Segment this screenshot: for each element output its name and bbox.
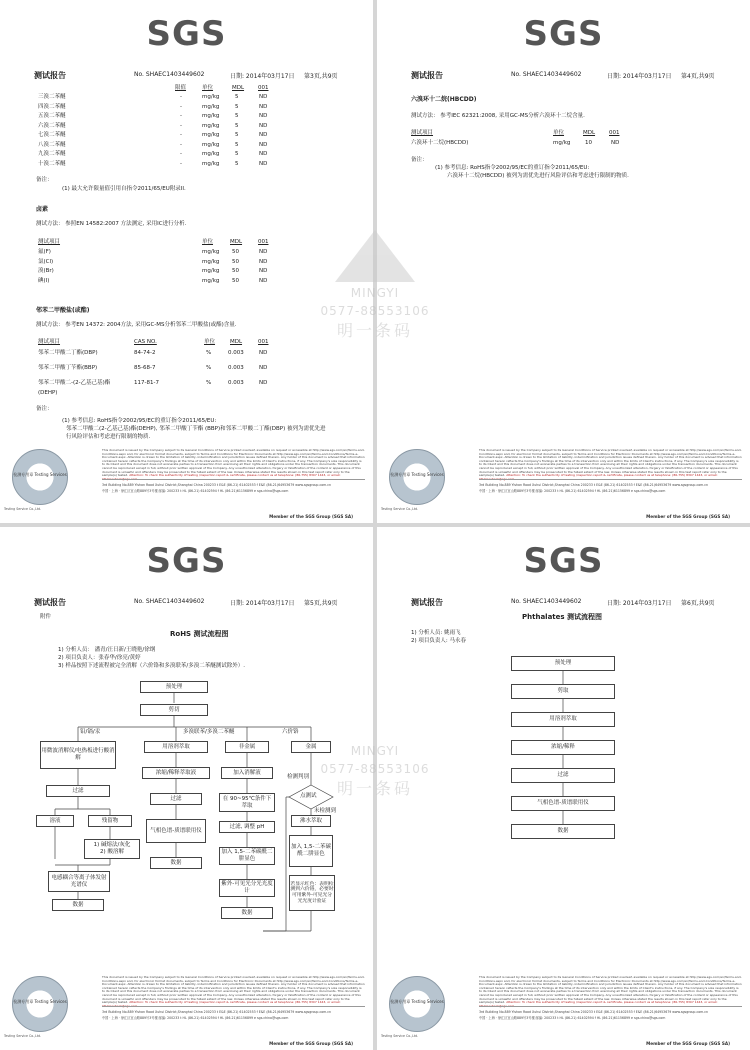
table-row-name: 三溴二苯醚: [38, 94, 66, 100]
halogen-title: 卤素: [36, 206, 49, 213]
table-row-mdl: 5: [235, 151, 239, 157]
col-header-mdl: MDL: [230, 339, 243, 345]
flow-node-add-digest: 加入消解液: [221, 767, 273, 779]
table-row-unit: mg/kg: [202, 113, 220, 119]
report-number: No. SHAEC1403449602: [134, 598, 205, 605]
table-row-result: ND: [259, 268, 268, 274]
report-number: No. SHAEC1403449602: [511, 71, 582, 78]
table-row-unit: mg/kg: [202, 268, 220, 274]
flow-node-cut: 剪切: [140, 704, 208, 716]
page-number: 第4页,共9页: [681, 73, 715, 80]
table-row-cas: 84-74-2: [134, 350, 156, 356]
flow-node-heat-extract: 在 90~95℃条件下萃取: [219, 793, 275, 812]
table-row-unit: mg/kg: [202, 277, 220, 284]
table-row-unit: %: [206, 365, 212, 371]
flow-node-solvent-extract: 用溶剂萃取: [144, 741, 208, 753]
flow-node-residue: 残留物: [88, 815, 132, 827]
page-number: 第3页,共9页: [304, 73, 338, 80]
report-title: 测试报告: [411, 598, 443, 607]
table-row-name: 七溴二苯醚: [38, 132, 66, 138]
report-date: 日期: 2014年03月17日: [230, 600, 295, 607]
table-row-unit: mg/kg: [202, 94, 220, 100]
hbcdd-row-mdl: 10: [585, 140, 592, 146]
testing-seal-icon: 检测专用章 Testing Services: [12, 449, 68, 505]
table-row-mdl: 5: [235, 160, 239, 167]
table-row-unit: mg/kg: [202, 122, 220, 129]
flow-node-alkali-fusion: 1) 碱熔法/灰化 2) 酸溶解: [84, 839, 140, 859]
analyst-line: 1) 分析人员: 姚雨飞: [411, 630, 461, 636]
table-row-name: 邻苯二甲酸二丁酯(DBP): [38, 350, 98, 356]
report-date: 日期: 2014年03月17日: [607, 73, 672, 80]
table-row-unit: mg/kg: [202, 258, 220, 265]
testing-company: Testing Service Co.,Ltd.: [4, 1034, 42, 1038]
table-row-mdl: 5: [235, 113, 239, 119]
flow-node-boil-extract: 沸水萃取: [291, 815, 331, 827]
table-row-mdl: 5: [235, 122, 239, 129]
table-row-result: ND: [259, 258, 268, 265]
table-row-limit: -: [180, 94, 182, 100]
table-row-name: 四溴二苯醚: [38, 103, 66, 110]
flow-node-nonmetal: 非金属: [225, 741, 269, 753]
table-row-cas: 85-68-7: [134, 365, 156, 371]
flow-step: 预处理: [511, 656, 615, 671]
hbcdd-title: 六溴环十二烷(HBCDD): [411, 96, 477, 103]
col-header-mdl: MDL: [583, 130, 596, 136]
col-header-item: 测试项目: [411, 130, 434, 136]
table-row-cas: 117-81-7: [134, 380, 159, 386]
table-row-mdl: 5: [235, 132, 239, 138]
testing-seal-icon: 检测专用章 Testing Services: [389, 976, 445, 1032]
table-row-name: 邻苯二甲酸丁苄酯(BBP): [38, 365, 98, 371]
hbcdd-method: 测试方法： 参考IEC 62321:2008, 采用GC-MS分析六溴环十二烷含量.: [411, 113, 585, 119]
table-row-result: ND: [259, 151, 268, 157]
table-row-limit: -: [180, 103, 182, 110]
table-row-unit: mg/kg: [202, 160, 220, 167]
col-header-unit: 单位: [202, 239, 214, 245]
watermark-logo-icon: [335, 230, 415, 282]
note-line-2: 六溴环十二烷(HBCDD) 被列为需优先进行风险评估和考虑进行限制的物质.: [447, 173, 629, 179]
table-row-mdl: 50: [232, 249, 239, 255]
flow-node-filter: 过滤: [46, 785, 110, 797]
procedure-line: 3) 样品按照下述流程被完全消解（六价铬和多溴联苯/多溴二苯醚测试除外）.: [58, 663, 245, 669]
flow-step: 气相色谱-质谱联用仪: [511, 796, 615, 811]
flow-step: 过滤: [511, 768, 615, 783]
branch-label-cr6: 六价铬: [282, 729, 299, 735]
flow-node-pretreatment: 预处理: [140, 681, 208, 693]
table-row-result: ND: [259, 94, 268, 100]
page-footer: [377, 445, 750, 523]
note-line-1: (1) 参考信息: RoHS指令2002/95/EC的重订指令2011/65/EU:: [435, 165, 590, 171]
col-header-unit: 单位: [553, 130, 565, 136]
table-row-result: ND: [259, 380, 268, 386]
flow-node-data: 数据: [52, 899, 104, 911]
table-row-mdl: 5: [235, 94, 239, 100]
testing-seal-icon: 检测专用章 Testing Services: [389, 449, 445, 505]
flow-step: 剪取: [511, 684, 615, 699]
flow-step: 浓缩/稀释: [511, 740, 615, 755]
sgs-logo: SGS: [146, 541, 227, 581]
table-row-limit: -: [180, 160, 182, 167]
flow-node-filter: 过滤: [150, 793, 202, 805]
table-row-unit: %: [206, 380, 212, 386]
col-header-item: 测试项目: [38, 339, 61, 345]
sgs-logo: SGS: [146, 14, 227, 54]
table-row-result: ND: [259, 277, 268, 284]
branch-label-pb-cd-hg: 铅/镉/汞: [80, 729, 101, 735]
col-header-sample: 001: [258, 239, 269, 245]
flow-node-uv-vis: 紫外-可见光分光光度计: [219, 879, 275, 897]
report-date: 日期: 2014年03月17日: [607, 600, 672, 607]
table-row-result: ND: [259, 249, 268, 255]
table-row-name: 五溴二苯醚: [38, 113, 66, 119]
report-date: 日期: 2014年03月17日: [230, 73, 295, 80]
table-row-result: ND: [259, 141, 268, 148]
table-row-mdl: 5: [235, 141, 239, 148]
flow-step: 用溶剂萃取: [511, 712, 615, 727]
table-row-result: ND: [259, 160, 268, 167]
table-row-name: 六溴二苯醚: [38, 122, 66, 129]
phthalate-title: 邻苯二甲酸盐(或酯): [36, 307, 90, 314]
halogen-method: 测试方法： 参照EN 14582:2007 方法测定, 采用IC进行分析.: [36, 221, 187, 227]
table-row-limit: -: [180, 132, 182, 138]
table-row-mdl: 50: [232, 258, 239, 265]
table-row-result: ND: [259, 365, 268, 371]
hbcdd-row-name: 六溴环十二烷(HBCDD): [411, 140, 469, 146]
flow-node-acid-digestion: 用微波消解仪/电热板进行酸消解: [40, 741, 116, 769]
page-number: 第6页,共9页: [681, 600, 715, 607]
table-row-limit: -: [180, 151, 182, 157]
page-footer: [0, 972, 373, 1050]
report-number: No. SHAEC1403449602: [134, 71, 205, 78]
report-title: 测试报告: [411, 71, 443, 80]
table-row-result: ND: [259, 122, 268, 129]
dehp-suffix: (DEHP): [38, 390, 58, 396]
rohs-flow-title: RoHS 测试流程图: [170, 630, 229, 638]
table-row-limit: -: [180, 113, 182, 119]
phthalate-method: 测试方法： 参考EN 14372: 2004方法, 采用GC-MS分析邻苯二甲酸盐(或酯)含量.: [36, 322, 237, 328]
col-header-sample: 001: [609, 130, 620, 136]
table-row-unit: %: [206, 350, 212, 356]
flow-label-check: 检测判别: [287, 774, 310, 780]
legal-disclaimer: This document is issued by the Company subject to its General Conditions of Service printed overleaf, available on request or accessible at http://www.sgs.com/en/Terms-and-Conditions.aspx and, for electronic format documents, subject to Terms and Conditions for Electronic Documents at http://www.sgs.com/en/Terms-and-Conditions/Terms-e-Document.aspx. Attention is drawn to the limitation of liability, indemnification and jurisdiction issues defined therein. Any holder of this document is advised that information contained hereon reflects the Company's findings at the time of its intervention only and within the limits of Client's instructions, if any. The Company's sole responsibility is to its Client and this document does not exonerate parties to a transaction from exercising all their rights and obligations under the transaction documents. This document cannot be reproduced except in full, without prior written approval of the Company. Any unauthorized alteration, forgery or falsification of the content or appearance of this document is unlawful and offenders may be prosecuted to the fullest extent of the law. Unless otherwise stated the results shown in this test report refer only to the sample(s) tested. Attention: To check the authenticity of testing /inspection report & certificate, please contact us at telephone: (86-755) 8307 1443, or email: CN.Doccheck@sgs.com: [479, 448, 742, 481]
testing-seal-icon: 检测专用章 Testing Services: [12, 976, 68, 1032]
flow-node-solution: 溶液: [36, 815, 74, 827]
page-number: 第5页,共9页: [304, 600, 338, 607]
sgs-logo: SGS: [523, 541, 604, 581]
table-row-name: 九溴二苯醚: [38, 151, 66, 157]
table-row-mdl: 0.003: [228, 365, 244, 371]
flow-node-red-result: 若显示红色：表明检测到六价铬，必要时可用紫外-可见光分光光度计验证: [289, 875, 335, 911]
col-header-sample: 001: [258, 339, 269, 345]
flow-node-adjust-ph: 过滤, 调整 pH: [219, 821, 275, 833]
report-title: 测试报告: [34, 71, 66, 80]
project-lead-line: 2) 项目负责人: 马永春: [411, 638, 466, 644]
table-row-result: ND: [259, 132, 268, 138]
note-line-3: 行风险评估和考虑进行限制的物质.: [66, 434, 151, 440]
legal-disclaimer: This document is issued by the Company subject to its General Conditions of Service printed overleaf, available on request or accessible at http://www.sgs.com/en/Terms-and-Conditions.aspx and, for electronic format documents, subject to Terms and Conditions for Electronic Documents at http://www.sgs.com/en/Terms-and-Conditions/Terms-e-Document.aspx. Attention is drawn to the limitation of liability, indemnification and jurisdiction issues defined therein. Any holder of this document is advised that information contained hereon reflects the Company's findings at the time of its intervention only and within the limits of Client's instructions, if any. The Company's sole responsibility is to its Client and this document does not exonerate parties to a transaction from exercising all their rights and obligations under the transaction documents. This document cannot be reproduced except in full, without prior written approval of the Company. Any unauthorized alteration, forgery or falsification of the content or appearance of this document is unlawful and offenders may be prosecuted to the fullest extent of the law. Unless otherwise stated the results shown in this test report refer only to the sample(s) tested. Attention: To check the authenticity of testing /inspection report & certificate, please contact us at telephone: (86-755) 8307 1443, or email: CN.Doccheck@sgs.com: [102, 448, 365, 481]
flow-node-metal: 金属: [291, 741, 331, 753]
member-line: Member of the SGS Group (SGS SA): [269, 514, 353, 519]
table-row-name: 溴(Br): [38, 268, 54, 274]
phthalate-flow-title: Phthalates 测试流程图: [522, 613, 602, 621]
remark-text: (1) 最大允许限量值引用自指令2011/65/EU附录II.: [62, 186, 186, 192]
table-row-name: 八溴二苯醚: [38, 141, 66, 148]
appendix-label: 附件: [40, 614, 52, 620]
hbcdd-row-unit: mg/kg: [553, 140, 571, 146]
legal-disclaimer: This document is issued by the Company subject to its General Conditions of Service printed overleaf, available on request or accessible at http://www.sgs.com/en/Terms-and-Conditions.aspx and, for electronic format documents, subject to Terms and Conditions for Electronic Documents at http://www.sgs.com/en/Terms-and-Conditions/Terms-e-Document.aspx. Attention is drawn to the limitation of liability, indemnification and jurisdiction issues defined therein. Any holder of this document is advised that information contained hereon reflects the Company's findings at the time of its intervention only and within the limits of Client's instructions, if any. The Company's sole responsibility is to its Client and this document does not exonerate parties to a transaction from exercising all their rights and obligations under the transaction documents. This document cannot be reproduced except in full, without prior written approval of the Company. Any unauthorized alteration, forgery or falsification of the content or appearance of this document is unlawful and offenders may be prosecuted to the fullest extent of the law. Unless otherwise stated the results shown in this test report refer only to the sample(s) tested. Attention: To check the authenticity of testing /inspection report & certificate, please contact us at telephone: (86-755) 8307 1443, or email: CN.Doccheck@sgs.com: [479, 975, 742, 1008]
remark-label: 备注：: [36, 406, 53, 412]
table-row-name: 氯(Cl): [38, 258, 54, 265]
col-header-sample: 001: [258, 85, 269, 91]
col-header-mdl: MDL: [230, 239, 243, 245]
note-line-2: 邻苯二甲酸二(2-乙基己基)酯(DEHP), 邻苯二甲酸丁苄酯 (BBP)和邻苯二甲酸二丁酯(DBP) 被列为需优先进: [66, 426, 326, 432]
table-row-unit: mg/kg: [202, 151, 220, 157]
sgs-logo: SGS: [523, 14, 604, 54]
divider: [102, 1006, 365, 1007]
flow-node-color-dev: 加入 1,5-二苯碳酰二肼显色: [289, 835, 333, 867]
flow-node-data: 数据: [221, 907, 273, 919]
table-row-result: ND: [259, 113, 268, 119]
col-header-cas: CAS NO.: [134, 339, 157, 345]
flow-node-icp-oes: 电感耦合等离子体发射光谱仪: [48, 871, 110, 892]
page-footer: [377, 972, 750, 1050]
flow-node-color-dev: 加入 1,5-二苯碳酰二肼显色: [219, 847, 275, 865]
note-line-1: (1) 参考信息: RoHS指令2002/95/EC的重订指令2011/65/EU:: [62, 418, 217, 424]
table-row-limit: -: [180, 141, 182, 148]
company-address: 3rd Building No.889 Yishan Road Xuhui District,Shanghai China 200233 t E&E (86-21) 61402553 f E&E (86-21)64953679 www.sgsgroup.com.cn 中国 · 上海 · 徐汇区宜山路889号3号楼 邮编: 200233 t HL (86-21) 61402594 f HL (86-21)61156899 e sgs.china@sgs.com: [102, 483, 332, 493]
table-row-mdl: 0.003: [228, 350, 244, 356]
note-label: 备注：: [411, 157, 428, 163]
table-row-unit: mg/kg: [202, 103, 220, 110]
table-row-unit: mg/kg: [202, 132, 220, 138]
flow-node-gc-ms: 气相色谱-质谱联用仪: [146, 819, 206, 843]
flow-step: 数据: [511, 824, 615, 839]
table-row-unit: mg/kg: [202, 141, 220, 148]
table-row-name: 氟(F): [38, 249, 51, 255]
report-number: No. SHAEC1403449602: [511, 598, 582, 605]
flow-node-data: 数据: [150, 857, 202, 869]
remark-label: 备注：: [36, 177, 53, 183]
col-header-mdl: MDL: [232, 85, 245, 91]
hbcdd-row-result: ND: [611, 140, 620, 146]
watermark: MINGYI 0577-88553106 明一条码: [320, 744, 430, 798]
table-row-mdl: 5: [235, 103, 239, 110]
page-header: [411, 70, 730, 84]
project-lead-line: 2) 项目负责人：张春华/徐亮/黄婷: [58, 655, 141, 661]
flow-node-concentrate: 浓缩/稀释萃取液: [142, 767, 210, 779]
member-line: Member of the SGS Group (SGS SA): [269, 1041, 353, 1046]
branch-label-pbb-pbde: 多溴联苯/多溴二苯醚: [183, 729, 235, 735]
table-row-mdl: 50: [232, 277, 239, 284]
table-row-mdl: 0.003: [228, 380, 244, 386]
company-address: 3rd Building No.889 Yishan Road Xuhui District,Shanghai China 200233 t E&E (86-21) 61402553 f E&E (86-21)64953679 www.sgsgroup.com.cn 中国 · 上海 · 徐汇区宜山路889号3号楼 邮编: 200233 t HL (86-21) 61402594 f HL (86-21)61156899 e sgs.china@sgs.com: [479, 483, 709, 493]
col-header-item: 测试项目: [38, 239, 61, 245]
table-row-result: ND: [259, 350, 268, 356]
table-row-mdl: 50: [232, 268, 239, 274]
table-row-result: ND: [259, 103, 268, 110]
divider: [479, 479, 742, 480]
member-line: Member of the SGS Group (SGS SA): [646, 514, 730, 519]
company-address: 3rd Building No.889 Yishan Road Xuhui District,Shanghai China 200233 t E&E (86-21) 61402553 f E&E (86-21)64953679 www.sgsgroup.com.cn 中国 · 上海 · 徐汇区宜山路889号3号楼 邮编: 200233 t HL (86-21) 61402594 f HL (86-21)61156899 e sgs.china@sgs.com: [479, 1010, 709, 1020]
divider: [479, 1006, 742, 1007]
company-address: 3rd Building No.889 Yishan Road Xuhui District,Shanghai China 200233 t E&E (86-21) 61402553 f E&E (86-21)64953679 www.sgsgroup.com.cn 中国 · 上海 · 徐汇区宜山路889号3号楼 邮编: 200233 t HL (86-21) 61402594 f HL (86-21)61156899 e sgs.china@sgs.com: [102, 1010, 332, 1020]
table-row-unit: mg/kg: [202, 249, 220, 255]
watermark: MINGYI 0577-88553106 明一条码: [290, 230, 460, 341]
divider: [102, 479, 365, 480]
flow-node-spot-test: 点测试: [300, 793, 317, 799]
testing-company: Testing Service Co.,Ltd.: [381, 1034, 419, 1038]
legal-disclaimer: This document is issued by the Company subject to its General Conditions of Service printed overleaf, available on request or accessible at http://www.sgs.com/en/Terms-and-Conditions.aspx and, for electronic format documents, subject to Terms and Conditions for Electronic Documents at http://www.sgs.com/en/Terms-and-Conditions/Terms-e-Document.aspx. Attention is drawn to the limitation of liability, indemnification and jurisdiction issues defined therein. Any holder of this document is advised that information contained hereon reflects the Company's findings at the time of its intervention only and within the limits of Client's instructions, if any. The Company's sole responsibility is to its Client and this document does not exonerate parties to a transaction from exercising all their rights and obligations under the transaction documents. This document cannot be reproduced except in full, without prior written approval of the Company. Any unauthorized alteration, forgery or falsification of the content or appearance of this document is unlawful and offenders may be prosecuted to the fullest extent of the law. Unless otherwise stated the results shown in this test report refer only to the sample(s) tested. Attention: To check the authenticity of testing /inspection report & certificate, please contact us at telephone: (86-755) 8307 1443, or email: CN.Doccheck@sgs.com: [102, 975, 365, 1008]
col-header-unit: 单位: [204, 339, 216, 345]
member-line: Member of the SGS Group (SGS SA): [646, 1041, 730, 1046]
report-title: 测试报告: [34, 598, 66, 607]
col-header-limit: 限值: [175, 85, 187, 91]
table-row-name: 碘(I): [38, 277, 50, 284]
page-header: [34, 70, 353, 84]
col-header-unit: 单位: [202, 85, 214, 91]
table-row-name: 邻苯二甲酸二-(2-乙基己基)酯: [38, 380, 111, 386]
testing-company: Testing Service Co.,Ltd.: [381, 507, 419, 511]
testing-company: Testing Service Co.,Ltd.: [4, 507, 42, 511]
table-row-limit: -: [180, 122, 182, 129]
table-row-name: 十溴二苯醚: [38, 160, 66, 167]
page-footer: [0, 445, 373, 523]
analyst-line: 1) 分析人员： 潘青/汪日新/王晓艳/徐纲: [58, 647, 156, 653]
flow-label-not-detected: 未检测到: [314, 808, 337, 814]
